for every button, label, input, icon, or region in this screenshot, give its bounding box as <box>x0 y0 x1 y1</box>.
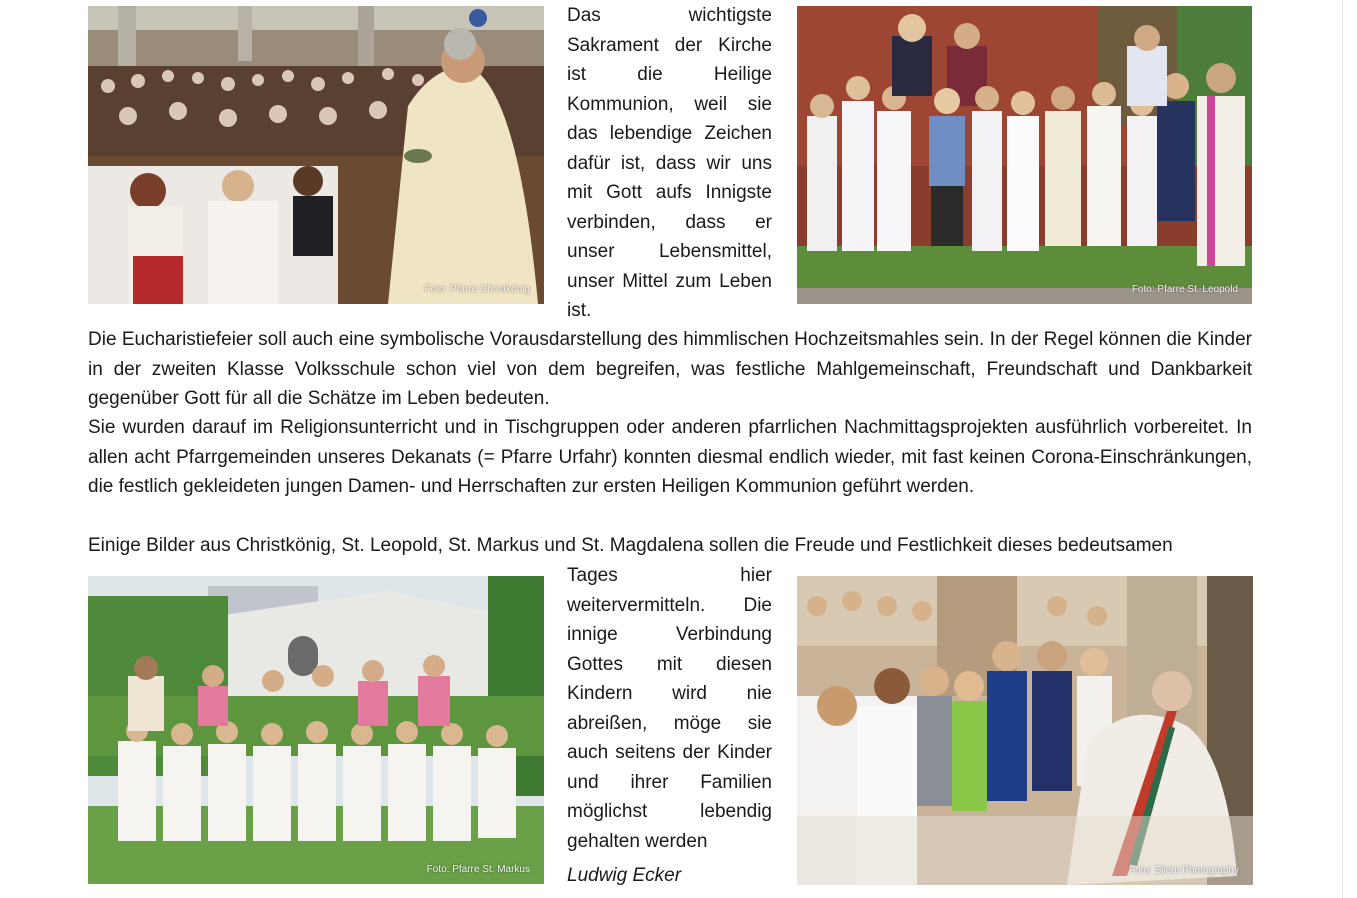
photo-credit: Foto: Pfarre Christkönig <box>424 284 530 295</box>
paragraph-preparation: Sie wurden darauf im Religionsunterricht und in Tischgruppen oder anderen pfarrlichen Nachmittagsprojekten ausführlich vorbereitet. In allen acht Pfarrgemeinden unseres Dekanats (= Pfarre Urfahr) konnten diesmal endlich wieder, mit fast keinen Corona-Einschränkungen, die festlich gekleideten jungen Damen- und Herrschaften zur ersten Heiligen Kommunion geführt werden. <box>88 417 1252 497</box>
photo-group-st-markus-image <box>88 576 544 884</box>
photo-group-st-leopold-image <box>797 6 1252 304</box>
photo-communion-in-church-image <box>88 6 544 304</box>
photo-credit: Foto: Pfarre St. Leopold <box>1131 284 1238 295</box>
photo-communion-in-church <box>88 6 544 304</box>
paragraph-pictures-intro: Einige Bilder aus Christkönig, St. Leopold, St. Markus und St. Magdalena sollen die Freude und Festlichkeit dieses bedeutsamen <box>88 535 1173 556</box>
photo-credit: Foto: Pfarre St. Markus <box>426 864 530 875</box>
photo-priest-with-children-image <box>797 576 1253 885</box>
signature: Ludwig Ecker <box>567 865 682 886</box>
text-column-bottom: Tages hier weitervermitteln. Die innige Verbindung Gottes mit diesen Kindern wird nie abreißen, möge sie auch seitens der Kinder und ihrer Familien möglichst lebendig gehalten werden <box>567 565 772 852</box>
text-column-top: Das wichtigste Sakrament der Kirche ist die Heilige Kommunion, weil sie das lebendige Zeichen dafür ist, dass wir uns mit Gott aufs Innigste verbinden, dass er unser Lebensmittel, unser Mittel zum Leben ist. <box>567 5 772 321</box>
photo-credit: Foto: Silent Photography <box>1128 865 1239 876</box>
page-edge-line <box>1342 0 1343 898</box>
photo-priest-with-children <box>797 576 1253 885</box>
photo-group-st-leopold <box>797 6 1252 304</box>
photo-group-st-markus <box>88 576 544 884</box>
paragraph-eucharist: Die Eucharistiefeier soll auch eine symbolische Vorausdarstellung des himmlischen Hochzeitsmahles sein. In der Regel können die Kinder in der zweiten Klasse Volksschule schon viel von dem begreifen, was festliche Mahlgemeinschaft, Freundschaft und Dankbarkeit gegenüber Gott für all die Schätze im Leben bedeuten. <box>88 329 1252 409</box>
